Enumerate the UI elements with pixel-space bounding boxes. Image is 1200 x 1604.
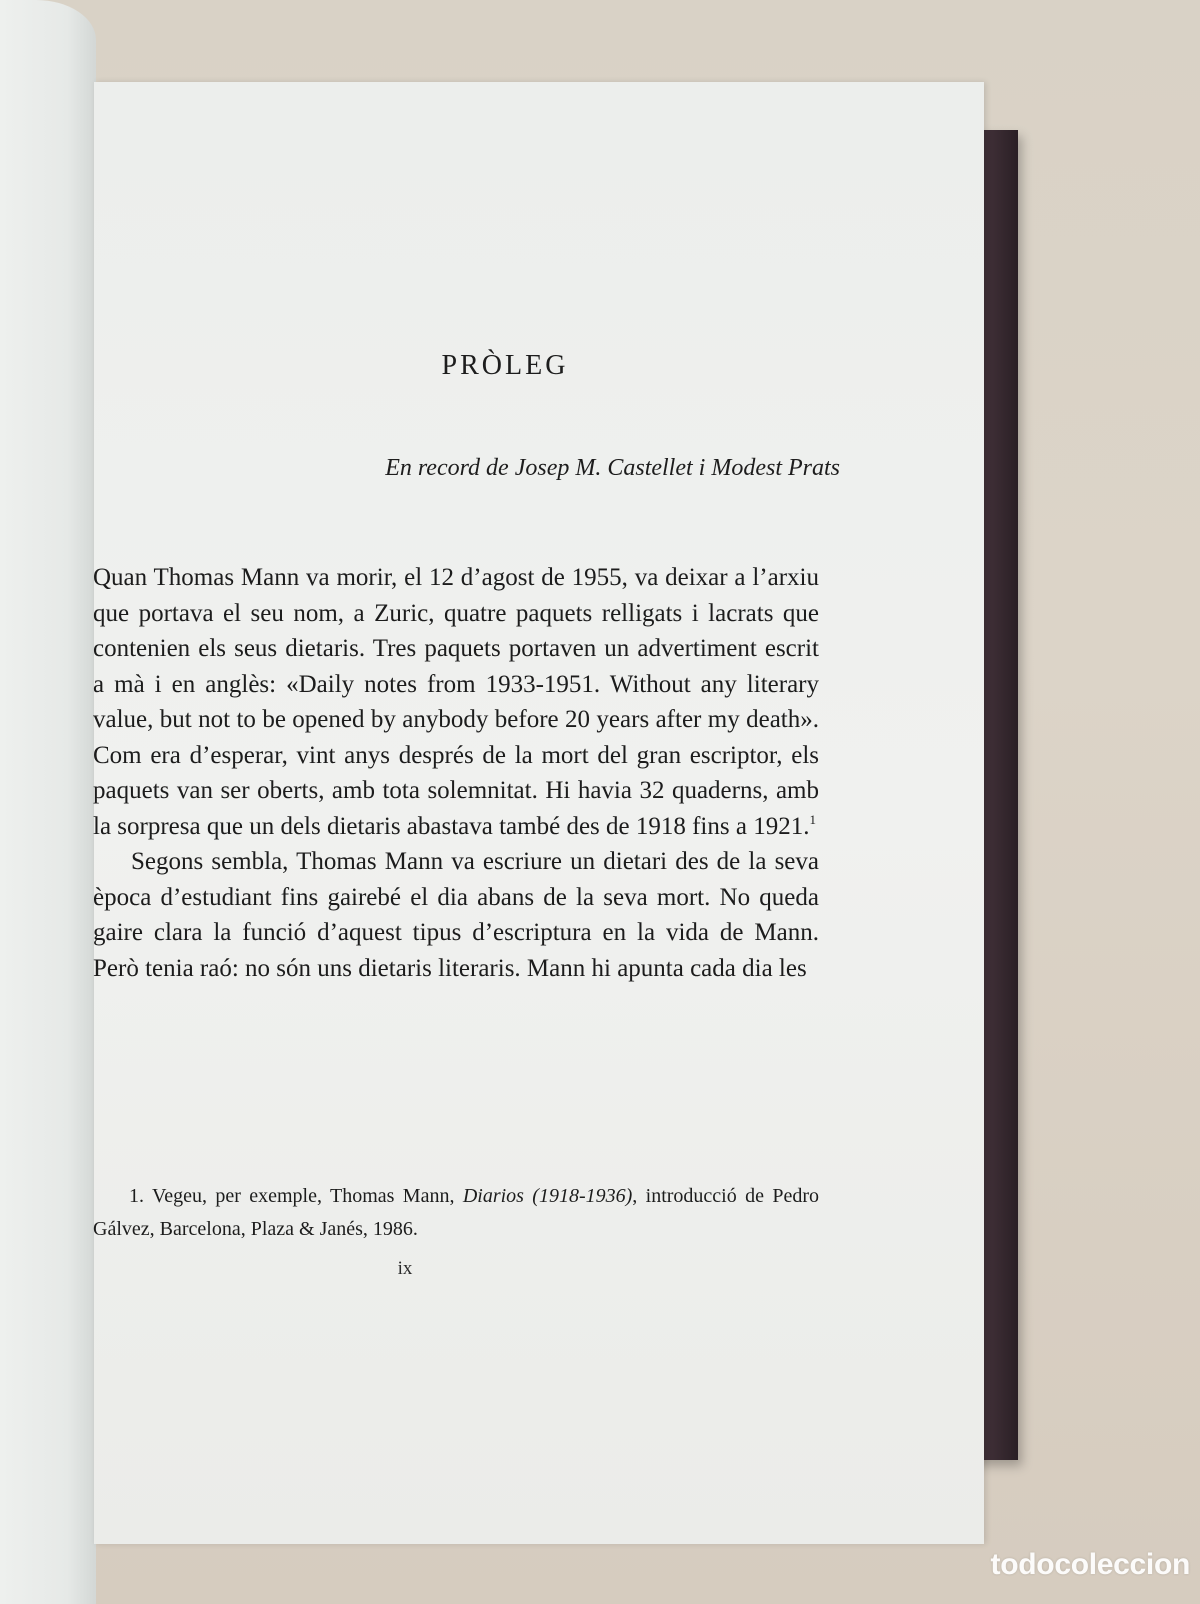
paragraph-2: Segons sembla, Thomas Mann va escriure un dietari des de la seva època d’estudiant fins gairebé el dia abans de la seva mort. No queda gaire clara la funció d’aquest tipus d’escriptura en la vida de Mann. Però tenia raó: no són uns dietaris literaris. Mann hi apunta cada dia les [93, 848, 819, 982]
left-facing-page [0, 0, 96, 1604]
paragraph-1-text: Quan Thomas Mann va morir, el 12 d’agost de 1955, va deixar a l’arxiu que portava el seu nom, a Zuric, quatre paquets relligats i lacrats que contenien els seus dietaris. Tres paquets portaven un advertiment escrit a mà i en anglès: «Daily notes from 1933-1951. Without any literary value, but not to be opened by anybody before 20 years after my death». Com era d’esperar, vint anys després de la mort del gran escriptor, els paquets van ser oberts, amb tota solemnitat. Hi havia 32 quaderns, amb la sorpresa que un dels dietaris abastava també des de 1918 fins a 1921. [93, 564, 819, 840]
body-text [93, 560, 819, 986]
left-page-faint-text [0, 620, 96, 1140]
footnote-text [93, 1180, 819, 1246]
footnote-title: Diarios (1918-1936) [462, 1185, 633, 1207]
footnote-reference: 1 [809, 811, 816, 827]
watermark-logo: todocoleccion [990, 1548, 1190, 1581]
dedication: En record de Josep M. Castellet i Modest Prats [385, 455, 840, 481]
footnote-text-start: 1. Vegeu, per exemple, Thomas Mann, [129, 1185, 463, 1207]
page-number: ix [397, 1258, 413, 1279]
footnote-text-end: , introducció de Pedro Gálvez, Barcelona, Plaza & Janés, 1986. [93, 1185, 819, 1240]
paragraph-1 [93, 560, 819, 844]
chapter-title: PRÒLEG [441, 350, 569, 381]
footnote [93, 1180, 819, 1246]
